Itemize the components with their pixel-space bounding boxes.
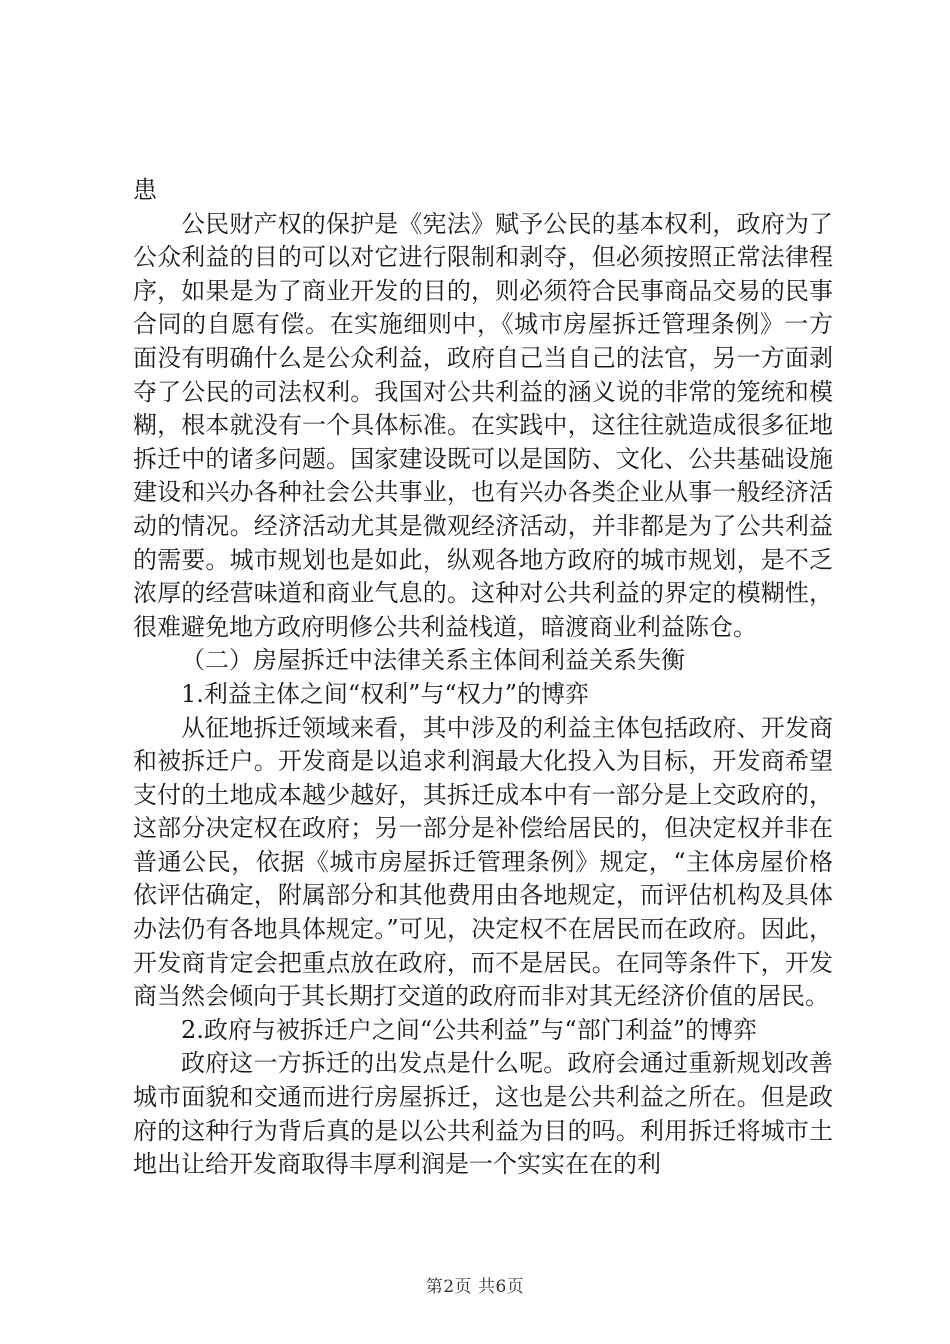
paragraph-government: 政府这一方拆迁的出发点是什么呢。政府会通过重新规划改善城市面貌和交通而进行房屋拆迁，这也是公共利益之所在。但是政府的这种行为背后真的是以公共利益为目的吗。利用拆迁将城市土地出让给开发商取得丰厚利润是一个实实在在的利 [133, 1049, 833, 1179]
paragraph-stakeholders: 从征地拆迁领域来看，其中涉及的利益主体包括政府、开发商和被拆迁户。开发商是以追求利润最大化投入为目标，开发商希望支付的土地成本越少越好，其拆迁成本中有一部分是上交政府的，这部分决定权在政府；另一部分是补偿给居民的，但决定权并非在普通公民，依据《城市房屋拆迁管理条例》规定，“主体房屋价格依评估确定，附属部分和其他费用由各地规定，而评估机构及具体办法仍有各地具体规定。”可见，决定权不在居民而在政府。因此，开发商肯定会把重点放在政府，而不是居民。在同等条件下，开发商当然会倾向于其长期打交道的政府而非对其无经济价值的居民。 [133, 713, 833, 1011]
section-heading-imbalance: （二）房屋拆迁中法律关系主体间利益关系失衡 [181, 646, 685, 675]
paragraph-continuation: 患 [133, 176, 157, 204]
paragraph-property-rights: 公民财产权的保护是《宪法》赋予公民的基本权利，政府为了公众利益的目的可以对它进行限制和剥夺，但必须按照正常法律程序，如果是为了商业开发的目的，则必须符合民事商品交易的民事合同的自愿有偿。在实施细则中，《城市房屋拆迁管理条例》一方面没有明确什么是公众利益，政府自己当自己的法官，另一方面剥夺了公民的司法权利。我国对公共利益的涵义说的非常的笼统和模糊，根本就没有一个具体标准。在实践中，这往往就造成很多征地拆迁中的诸多问题。国家建设既可以是国防、文化、公共基础设施建设和兴办各种社会公共事业，也有兴办各类企业从事一般经济活动的情况。经济活动尤其是微观经济活动，并非都是为了公共利益的需要。城市规划也是如此，纵观各地方政府的城市规划，是不乏浓厚的经营味道和商业气息的。这种对公共利益的界定的模糊性，很难避免地方政府明修公共利益栈道，暗渡商业利益陈仓。 [133, 209, 833, 641]
page-footer: 第2页 共6页 [425, 1277, 525, 1297]
subsection-heading-1: 1.利益主体之间“权利”与“权力”的博弈 [181, 679, 589, 708]
subsection-heading-2: 2.政府与被拆迁户之间“公共利益”与“部门利益”的博弈 [181, 1015, 757, 1044]
document-body [133, 174, 833, 1182]
